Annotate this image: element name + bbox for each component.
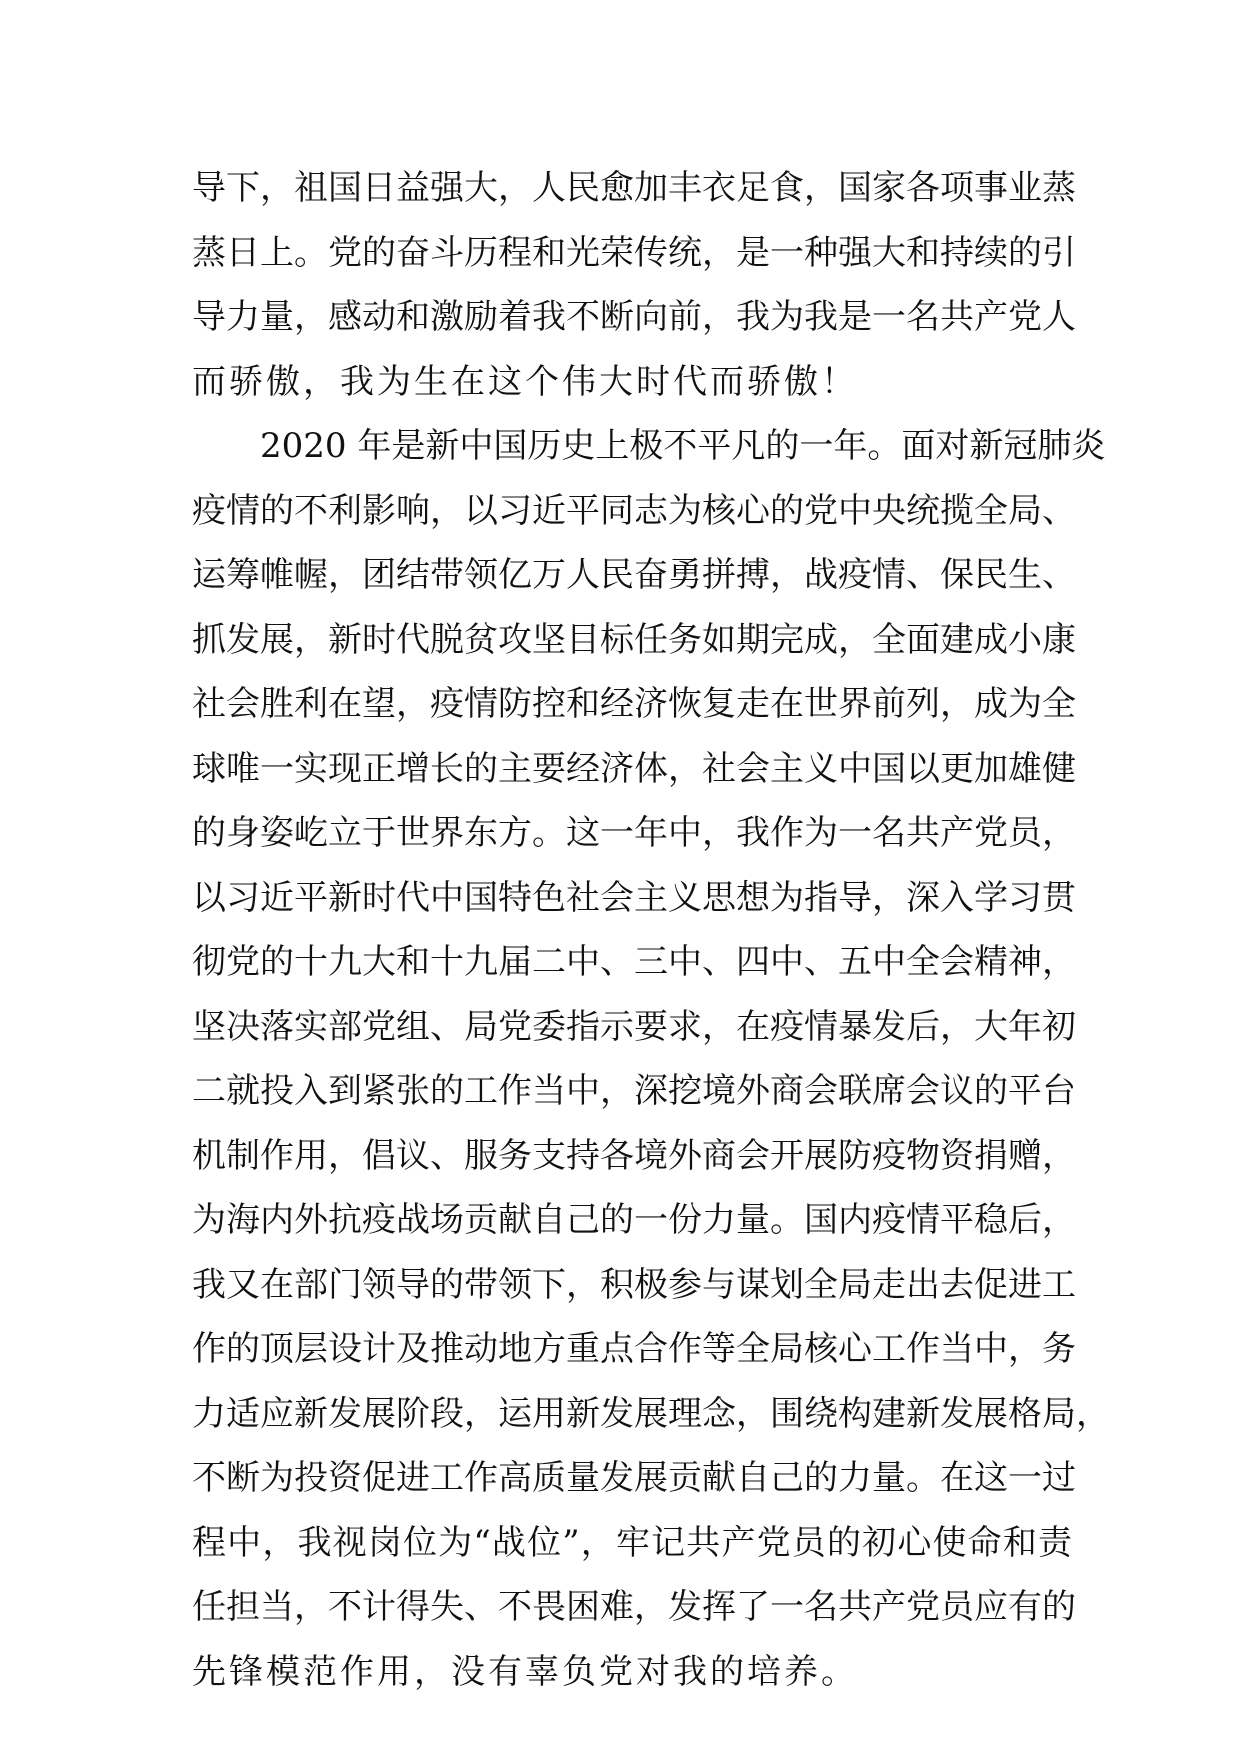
text-line: 导力量，感动和激励着我不断向前，我为我是一名共产党人 <box>192 297 1076 337</box>
text-line: 球唯一实现正增长的主要经济体，社会主义中国以更加雄健 <box>192 748 1076 789</box>
paragraph-1 <box>192 156 1076 414</box>
text-line: 而骄傲，我为生在这个伟大时代而骄傲！ <box>192 361 858 402</box>
text-line: 力适应新发展阶段，运用新发展理念，围绕构建新发展格局， <box>192 1393 1110 1434</box>
text-line: 彻党的十九大和十九届二中、三中、四中、五中全会精神， <box>192 942 1076 982</box>
text-line: 社会胜利在望，疫情防控和经济恢复走在世界前列，成为全 <box>192 684 1076 724</box>
text-line: 为海内外抗疫战场贡献自己的一份力量。国内疫情平稳后， <box>192 1200 1076 1240</box>
text-line: 机制作用，倡议、服务支持各境外商会开展防疫物资捐赠， <box>192 1135 1076 1176</box>
text-line: 的身姿屹立于世界东方。这一年中，我作为一名共产党员， <box>192 813 1076 853</box>
text-line: 蒸日上。党的奋斗历程和光荣传统，是一种强大和持续的引 <box>192 232 1076 273</box>
text-line: 任担当，不计得失、不畏困难，发挥了一名共产党员应有的 <box>192 1587 1076 1627</box>
body-text <box>192 156 1110 1704</box>
text-line: 坚决落实部党组、局党委指示要求，在疫情暴发后，大年初 <box>192 1006 1076 1047</box>
text-line: 先锋模范作用，没有辜负党对我的培养。 <box>192 1651 858 1692</box>
text-line: 作的顶层设计及推动地方重点合作等全局核心工作当中，务 <box>192 1329 1076 1369</box>
text-line: 我又在部门领导的带领下，积极参与谋划全局走出去促进工 <box>192 1264 1076 1305</box>
text-line: 导下，祖国日益强大，人民愈加丰衣足食，国家各项事业蒸 <box>192 168 1076 208</box>
text-line: 运筹帷幄，团结带领亿万人民奋勇拼搏，战疫情、保民生、 <box>192 555 1076 595</box>
paragraph-2 <box>192 414 1110 1704</box>
text-line: 程中，我视岗位为“战位”，牢记共产党员的初心使命和责 <box>192 1522 1072 1563</box>
text-line: 二就投入到紧张的工作当中，深挖境外商会联席会议的平台 <box>192 1071 1076 1111</box>
text-line: 抓发展，新时代脱贫攻坚目标任务如期完成，全面建成小康 <box>192 619 1076 660</box>
text-line: 疫情的不利影响，以习近平同志为核心的党中央统揽全局、 <box>192 490 1076 531</box>
text-line: 2020 年是新中国历史上极不平凡的一年。面对新冠肺炎 <box>260 426 1106 466</box>
text-line: 以习近平新时代中国特色社会主义思想为指导，深入学习贯 <box>192 877 1076 918</box>
text-line: 不断为投资促进工作高质量发展贡献自己的力量。在这一过 <box>192 1458 1076 1498</box>
